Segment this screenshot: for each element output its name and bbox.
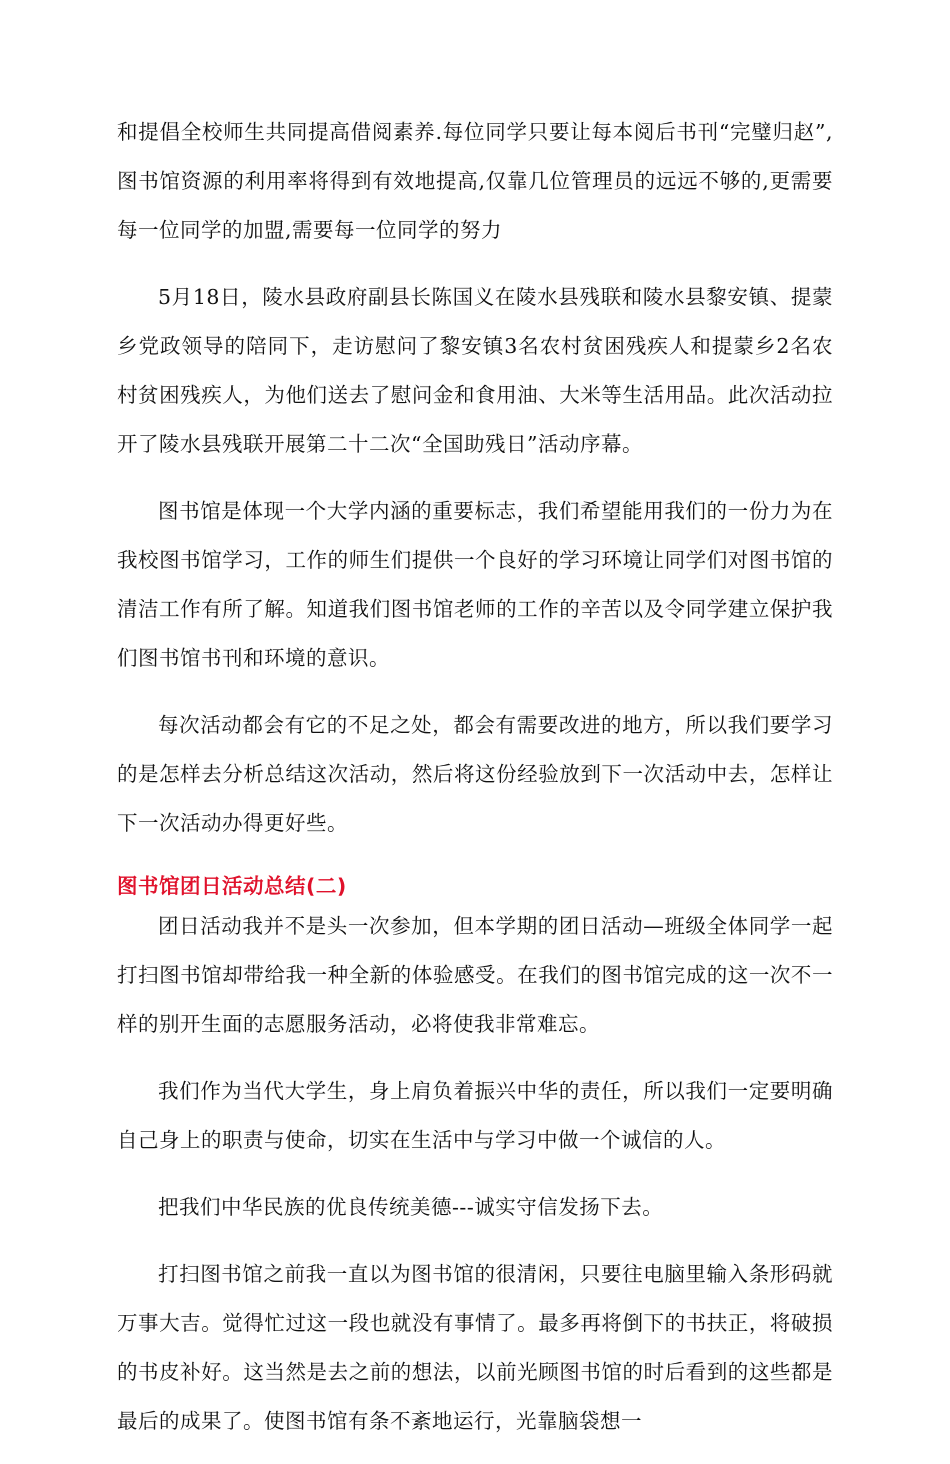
paragraph-disability-visit: 5月18日，陵水县政府副县长陈国义在陵水县残联和陵水县黎安镇、提蒙乡党政领导的陪同下，走访慰问了黎安镇3名农村贫困残疾人和提蒙乡2名农村贫困残疾人，为他们送去了慰问金和食用油、大米等生活用品。此次活动拉开了陵水县残联开展第二十二次“全国助残日”活动序幕。 — [117, 285, 833, 456]
paragraph-student-responsibility: 我们作为当代大学生，身上肩负着振兴中华的责任，所以我们一定要明确自己身上的职责与使命，切实在生活中与学习中做一个诚信的人。 — [117, 1079, 833, 1152]
paragraph-library-importance: 图书馆是体现一个大学内涵的重要标志，我们希望能用我们的一份力为在我校图书馆学习，工作的师生们提供一个良好的学习环境让同学们对图书馆的清洁工作有所了解。知道我们图书馆老师的工作的辛苦以及令同学建立保护我们图书馆书刊和环境的意识。 — [117, 499, 833, 670]
paragraph-activity-reflection: 每次活动都会有它的不足之处，都会有需要改进的地方，所以我们要学习的是怎样去分析总结这次活动，然后将这份经验放到下一次活动中去，怎样让下一次活动办得更好些。 — [117, 713, 833, 835]
document-body — [117, 108, 833, 1464]
section-heading: 图书馆团日活动总结(二) — [117, 874, 347, 898]
paragraph-honesty-virtue: 把我们中华民族的优良传统美德---诚实守信发扬下去。 — [158, 1195, 664, 1219]
paragraph-reading-habits: 和提倡全校师生共同提高借阅素养.每位同学只要让每本阅后书刊“完璧归赵”,图书馆资源的利用率将得到有效地提高,仅靠几位管理员的远远不够的,更需要每一位同学的加盟,需要每一位同学的努力 — [117, 120, 833, 242]
paragraph-league-day-intro: 团日活动我并不是头一次参加，但本学期的团日活动—班级全体同学一起打扫图书馆却带给我一种全新的体验感受。在我们的图书馆完成的这一次不一样的别开生面的志愿服务活动，必将使我非常难忘。 — [117, 914, 833, 1036]
paragraph-cleaning-experience: 打扫图书馆之前我一直以为图书馆的很清闲，只要往电脑里输入条形码就万事大吉。觉得忙过这一段也就没有事情了。最多再将倒下的书扶正，将破损的书皮补好。这当然是去之前的想法，以前光顾图书馆的时后看到的这些都是最后的成果了。使图书馆有条不紊地运行，光靠脑袋想一 — [117, 1262, 833, 1433]
